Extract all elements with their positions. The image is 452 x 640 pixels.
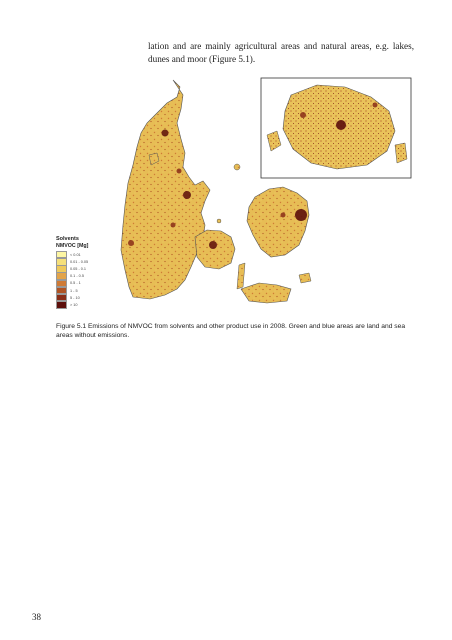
lolland-falster <box>241 283 291 303</box>
small-island <box>234 164 240 170</box>
legend-title: Solvents <box>56 236 79 242</box>
funen-island <box>195 230 235 269</box>
legend-label: < 0.01 <box>70 252 81 257</box>
mon-island <box>299 273 311 283</box>
hotspot-aarhus <box>183 191 191 199</box>
map-legend <box>56 236 88 309</box>
hotspot-copenhagen <box>295 209 307 221</box>
langeland-island <box>237 263 245 289</box>
hotspot-inset <box>373 103 378 108</box>
legend-label: 0.5 - 1 <box>70 281 81 286</box>
legend-label: 0.01 - 0.05 <box>70 259 89 264</box>
page-number: 38 <box>32 612 41 622</box>
small-island <box>217 219 221 223</box>
figure-caption: Figure 5.1 Emissions of NMVOC from solvents and other product use in 2008. Green and blue areas are land and sea areas without emissions. <box>56 323 406 339</box>
zealand-island <box>247 187 309 257</box>
legend-label: 0.05 - 0.1 <box>70 266 87 271</box>
hotspot-inset <box>336 120 346 130</box>
legend-label: 0.1 - 0.5 <box>70 274 84 279</box>
hotspot-randers <box>177 169 182 174</box>
emission-map <box>55 75 413 315</box>
bornholm-inset <box>261 78 411 178</box>
legend-label: > 10 <box>70 302 78 307</box>
hotspot-roskilde <box>281 213 286 218</box>
legend-subtitle: NMVOC [Mg] <box>56 242 89 249</box>
hotspot-aalborg <box>162 130 169 137</box>
hotspot-vejle <box>171 223 176 228</box>
hotspot-esbjerg <box>128 240 134 246</box>
legend-label: 5 - 10 <box>70 295 80 300</box>
hotspot-odense <box>209 241 217 249</box>
hotspot-inset <box>300 112 306 118</box>
intro-paragraph: lation and are mainly agricultural areas and natural areas, e.g. lakes, dunes and moor (Figure 5.1). <box>148 41 414 64</box>
legend-label: 1 - 5 <box>70 288 78 293</box>
legend-item <box>56 301 88 308</box>
legend-swatch <box>56 301 67 309</box>
jutland-landmass <box>121 80 210 299</box>
